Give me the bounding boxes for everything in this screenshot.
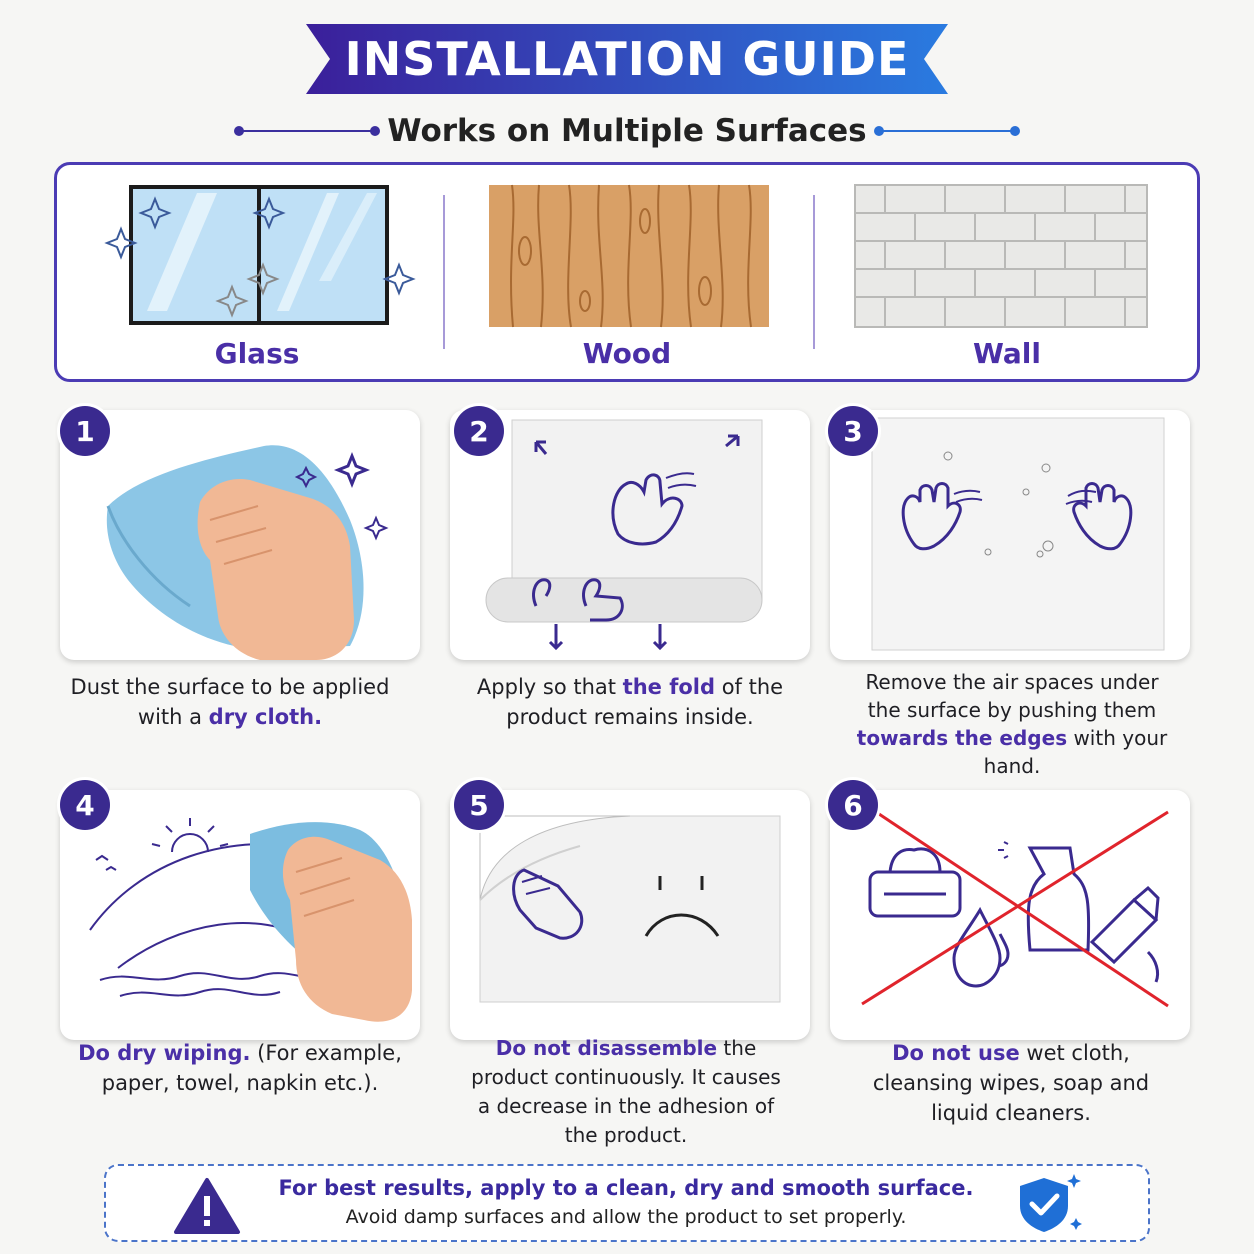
step-text-4: [70, 1038, 410, 1098]
surface-divider: [813, 195, 815, 349]
step-card-4: [60, 790, 420, 1040]
page-subtitle: Works on Multiple Surfaces: [387, 113, 867, 149]
wood-panel-icon: [457, 181, 797, 331]
title-banner: [306, 24, 948, 94]
step-text-3: [852, 668, 1172, 780]
step-text-3-highlight: towards the edges: [856, 726, 1068, 750]
step-text-5-highlight: Do not disassemble: [495, 1036, 718, 1060]
step-number-2: 2: [454, 406, 504, 456]
step-text-4-highlight: Do dry wiping.: [78, 1041, 251, 1065]
step-text-2-highlight: the fold: [622, 675, 716, 699]
no-cleaners-icon: [830, 790, 1190, 1026]
step-text-5: [466, 1034, 786, 1150]
brick-wall-icon: [837, 181, 1177, 331]
divider-dot: [1010, 126, 1020, 136]
hand-cloth-icon: [60, 410, 420, 660]
push-air-icon: [830, 410, 1190, 660]
step-text-2: [460, 672, 800, 732]
step-text-6-part: wet cloth, cleansing wipes, soap and liquid cleaners.: [872, 1041, 1150, 1125]
surface-wood: [457, 181, 797, 373]
step-text-4-part: (For example, paper, towel, napkin etc.).: [101, 1041, 402, 1095]
surface-divider: [443, 195, 445, 349]
peel-sad-icon: [450, 790, 804, 1026]
tip-footer: [104, 1164, 1150, 1242]
step-number-6: 6: [828, 780, 878, 830]
step-text-1: [70, 672, 390, 732]
warning-icon: [172, 1176, 242, 1236]
step-text-6: [856, 1038, 1166, 1128]
glass-window-icon: [87, 181, 427, 331]
step-text-2-part: of the product remains inside.: [506, 675, 784, 729]
step-number-1: 1: [60, 406, 110, 456]
surfaces-panel: [54, 162, 1200, 382]
step-text-6-highlight: Do not use: [892, 1041, 1020, 1065]
surface-wall: [837, 181, 1177, 373]
step-number-4: 4: [60, 780, 110, 830]
footer-sub-text: Avoid damp surfaces and allow the product to set properly.: [345, 1206, 907, 1228]
step-text-3-part: with your hand.: [983, 726, 1168, 778]
step-text-1-highlight: dry cloth.: [208, 705, 323, 729]
roll-apply-icon: [450, 410, 804, 660]
page-title: INSTALLATION GUIDE: [344, 32, 910, 86]
step-card-3: [830, 410, 1190, 660]
step-card-1: [60, 410, 420, 660]
surface-label-wood: Wood: [582, 337, 672, 370]
shield-check-icon: [1014, 1168, 1084, 1238]
footer-main-text: For best results, apply to a clean, dry and smooth surface.: [278, 1176, 974, 1200]
divider-dot: [370, 126, 380, 136]
divider-dot: [234, 126, 244, 136]
subtitle-divider-left: [238, 130, 374, 132]
surface-label-wall: Wall: [973, 337, 1041, 370]
step-number-5: 5: [454, 780, 504, 830]
step-text-3-part: Remove the air spaces under the surface by pushing them: [865, 670, 1159, 722]
step-card-6: [830, 790, 1190, 1040]
subtitle-divider-right: [880, 130, 1016, 132]
divider-dot: [874, 126, 884, 136]
step-text-5-part: the product continuously. It causes a decrease in the adhesion of the product.: [471, 1036, 781, 1147]
subtitle-row: [230, 108, 1024, 154]
step-card-5: [450, 790, 810, 1040]
surface-label-glass: Glass: [214, 337, 300, 370]
step-text-1-part: Dust the surface to be applied with a: [70, 675, 390, 729]
step-text-2-part: Apply so that: [476, 675, 623, 699]
dry-wipe-icon: [60, 790, 420, 1026]
step-number-3: 3: [828, 406, 878, 456]
surface-glass: [87, 181, 427, 373]
step-card-2: [450, 410, 810, 660]
